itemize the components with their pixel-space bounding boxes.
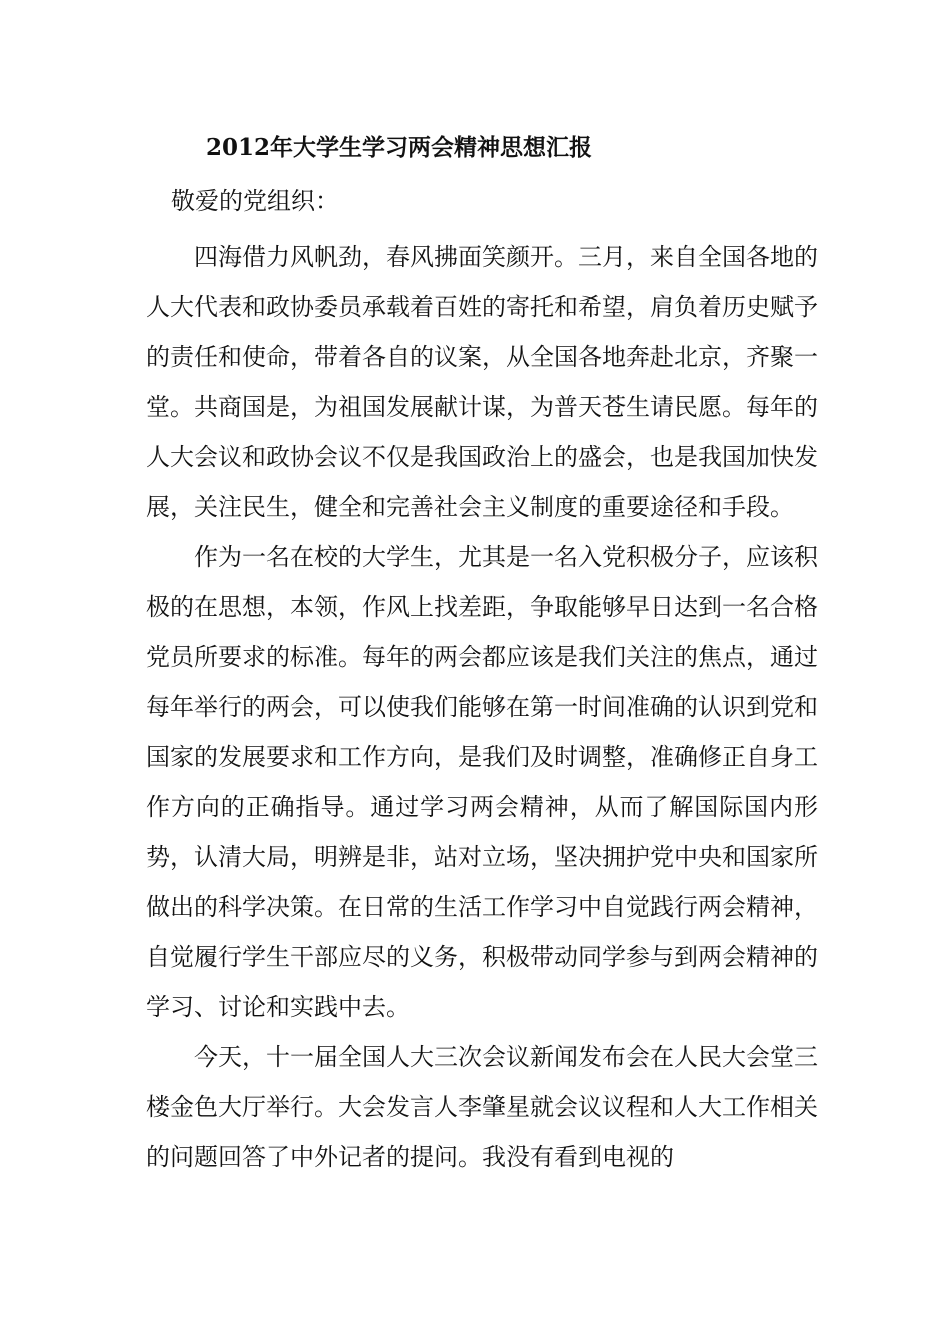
document-body: [146, 232, 818, 1182]
paragraph-1: 四海借力风帆劲，春风拂面笑颜开。三月，来自全国各地的人大代表和政协委员承载着百姓的寄托和希望，肩负着历史赋予的责任和使命，带着各自的议案，从全国各地奔赴北京，齐聚一堂。共商国是，为祖国发展献计谋，为普天苍生请民愿。每年的人大会议和政协会议不仅是我国政治上的盛会，也是我国加快发展，关注民生，健全和完善社会主义制度的重要途径和手段。: [146, 243, 818, 521]
document-title: 2012年大学生学习两会精神思想汇报: [206, 134, 593, 161]
paragraph-3: 今天，十一届全国人大三次会议新闻发布会在人民大会堂三楼金色大厅举行。大会发言人李肇星就会议议程和人大工作相关的问题回答了中外记者的提问。我没有看到电视的: [146, 1043, 818, 1171]
paragraph-2: 作为一名在校的大学生，尤其是一名入党积极分子，应该积极的在思想，本领，作风上找差距，争取能够早日达到一名合格党员所要求的标准。每年的两会都应该是我们关注的焦点，通过每年举行的两会，可以使我们能够在第一时间准确的认识到党和国家的发展要求和工作方向，是我们及时调整，准确修正自身工作方向的正确指导。通过学习两会精神，从而了解国际国内形势，认清大局，明辨是非，站对立场，坚决拥护党中央和国家所做出的科学决策。在日常的生活工作学习中自觉践行两会精神，自觉履行学生干部应尽的义务，积极带动同学参与到两会精神的学习、讨论和实践中去。: [146, 543, 818, 1021]
salutation: 敬爱的党组织：: [171, 187, 339, 215]
